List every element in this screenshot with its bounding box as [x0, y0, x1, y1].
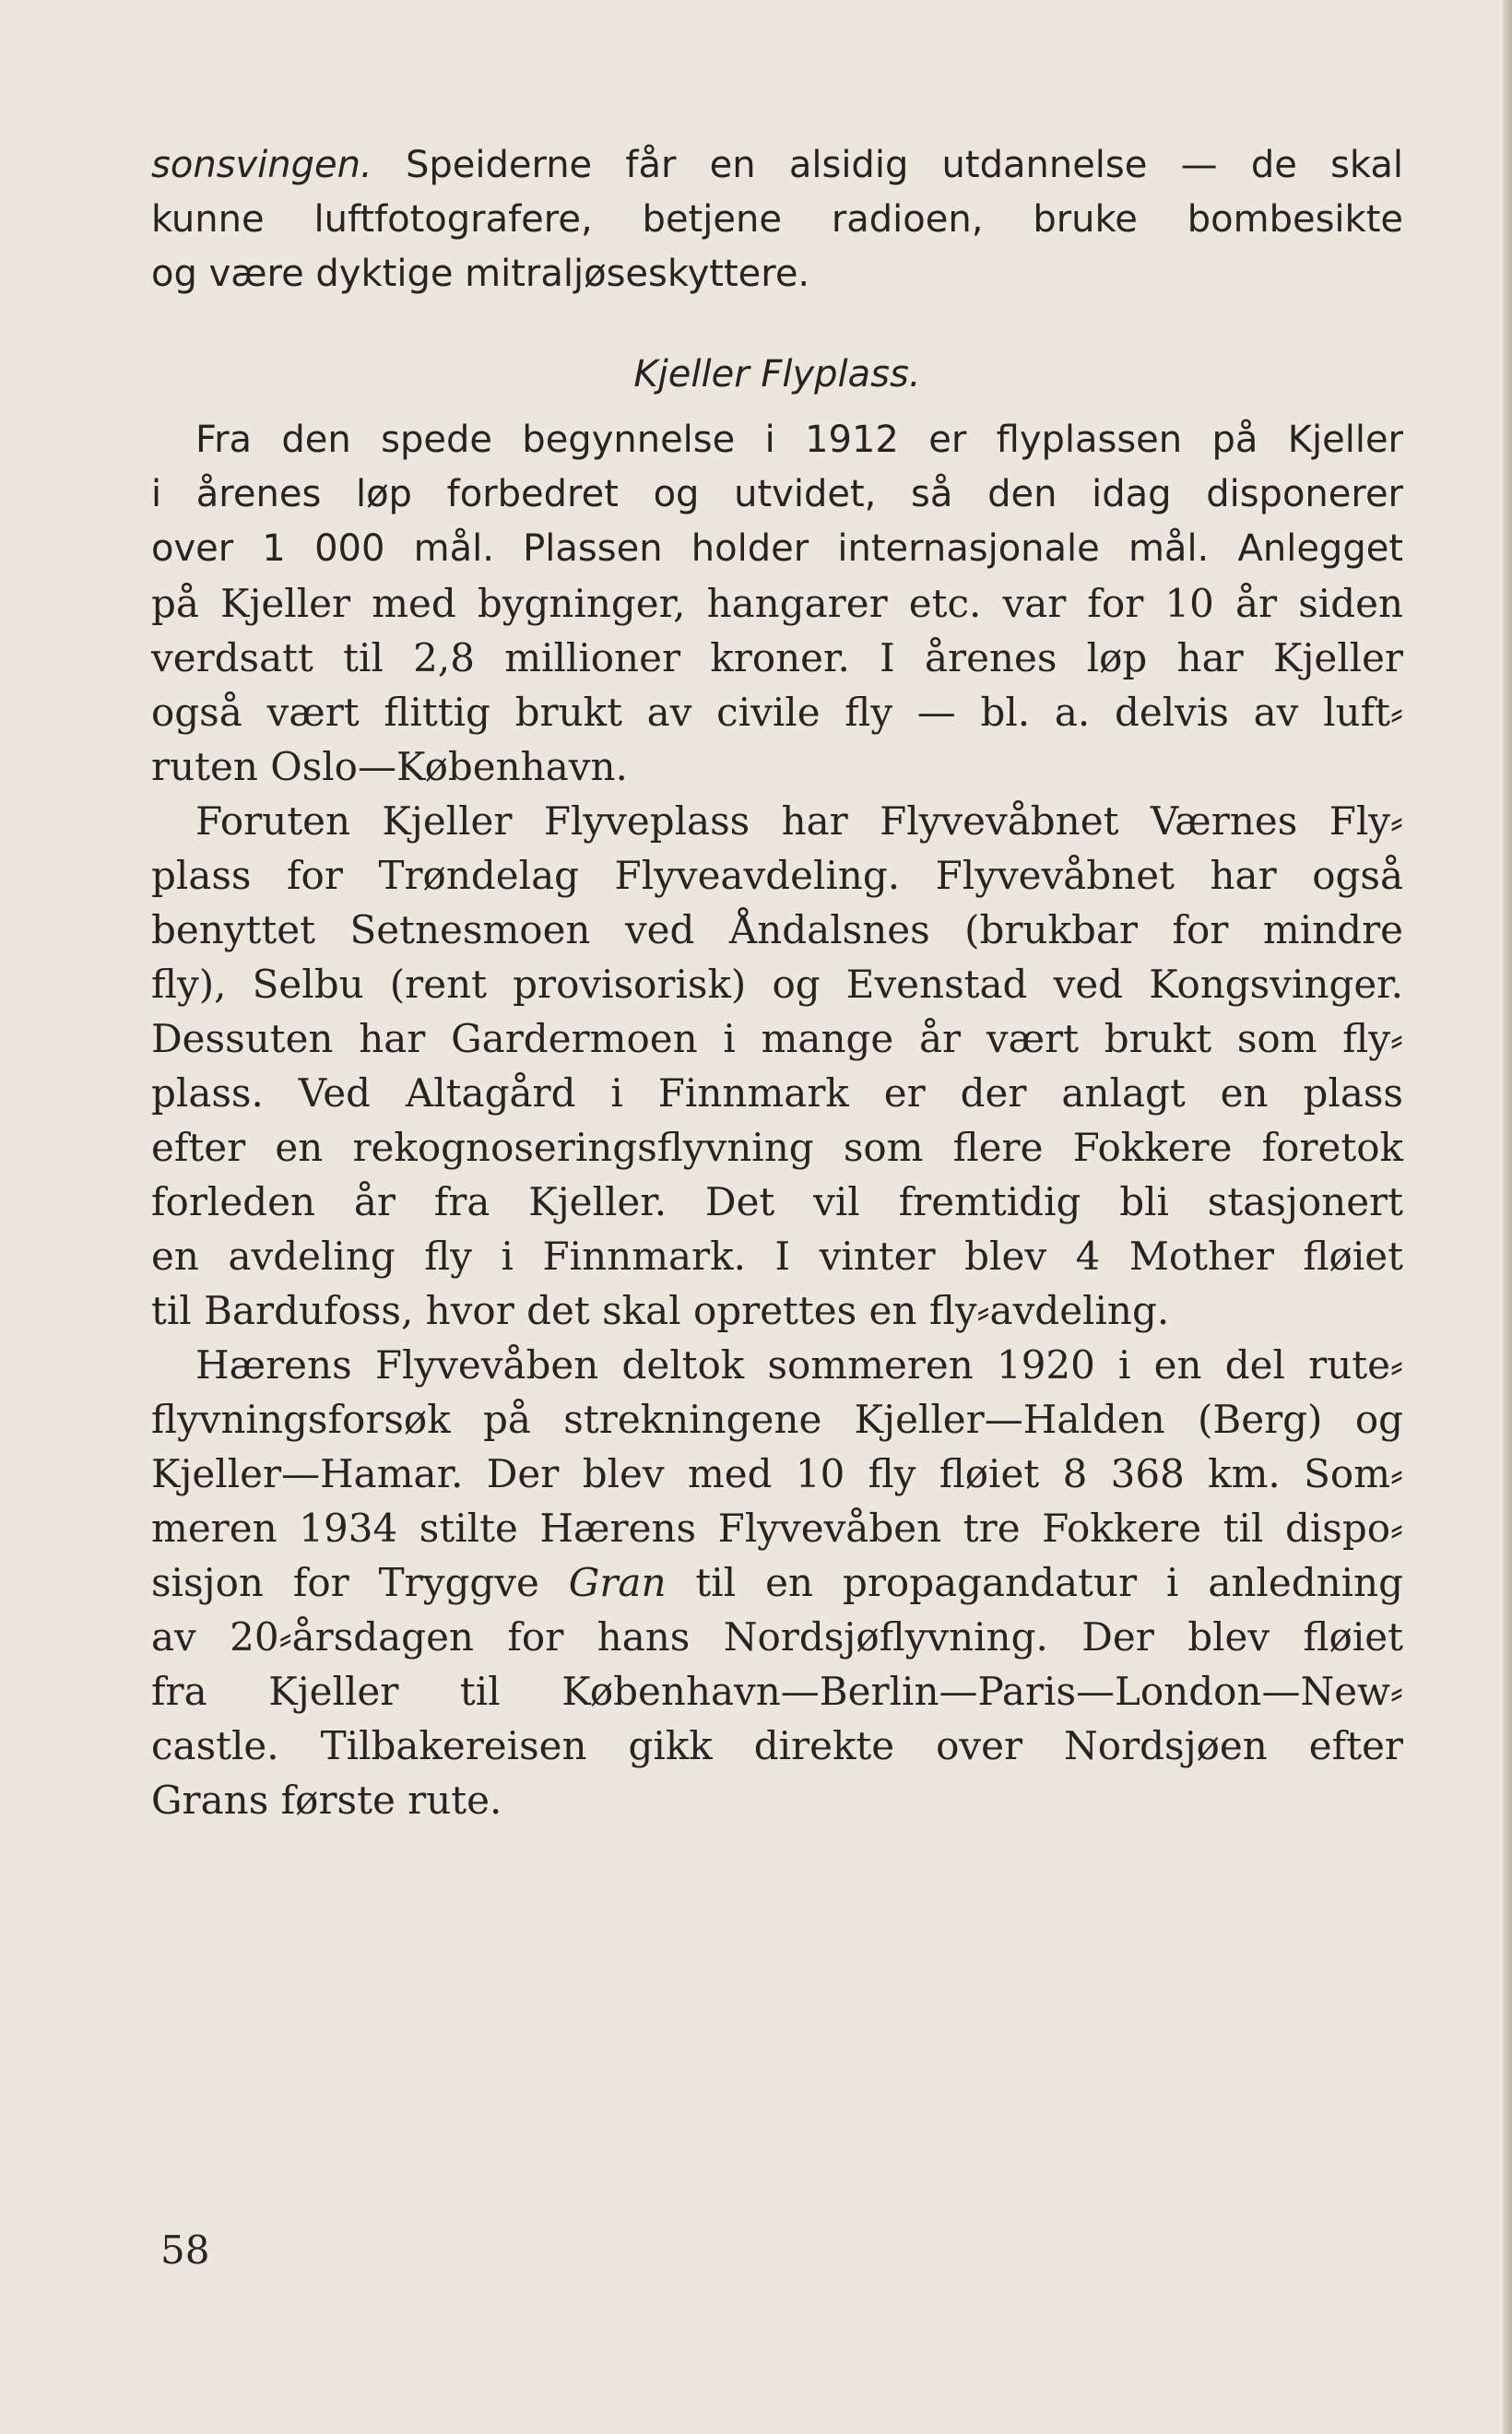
text-line: castle. Tilbakereisen gikk direkte over Nordsjøen efter — [151, 1723, 1403, 1768]
body-text — [151, 136, 1403, 1827]
text-line: flyvningsforsøk på strekningene Kjeller—Halden (Berg) og — [151, 1397, 1403, 1442]
text-line: efter en rekognoseringsflyvning som flere Fokkere foretok — [151, 1125, 1403, 1170]
page-edge-shadow — [1503, 0, 1512, 2434]
text-line — [151, 1555, 1403, 1610]
text-line: av 20⸗årsdagen for hans Nordsjøflyvning. Der blev fløiet — [151, 1614, 1403, 1660]
text-line: over 1 000 mål. Plassen holder internasjonale mål. Anlegget — [151, 527, 1403, 570]
text-line: Grans første rute. — [151, 1778, 502, 1823]
text-line: en avdeling fly i Finnmark. I vinter blev 4 Mother fløiet — [151, 1234, 1403, 1279]
text-fragment: Speiderne får en alsidig utdannelse — de skal — [372, 144, 1403, 186]
text-line: plass. Ved Altagård i Finnmark er der anlagt en plass — [151, 1070, 1403, 1116]
text-line: fly), Selbu (rent provisorisk) og Evenstad ved Kongsvinger. — [151, 962, 1403, 1007]
text-line: benyttet Setnesmoen ved Åndalsnes (brukbar for mindre — [151, 907, 1403, 952]
text-line: Dessuten har Gardermoen i mange år vært brukt som fly⸗ — [151, 1016, 1403, 1061]
text-fragment: sisjon for Tryggve — [151, 1560, 569, 1605]
text-line: Kjeller—Hamar. Der blev med 10 fly fløiet 8 368 km. Som⸗ — [151, 1451, 1403, 1496]
section-heading: Kjeller Flyplass. — [633, 353, 921, 396]
text-line: til Bardufoss, hvor det skal oprettes en fly⸗avdeling. — [151, 1288, 1170, 1333]
text-line: og være dyktige mitraljøseskyttere. — [151, 253, 810, 295]
text-line: Hærens Flyvevåben deltok sommeren 1920 i en del rute⸗ — [195, 1342, 1403, 1388]
page-number: 58 — [160, 2227, 210, 2273]
text-line: også vært flittig brukt av civile fly — bl. a. delvis av luft⸗ — [151, 690, 1403, 735]
text-line: Fra den spede begynnelse i 1912 er flyplassen på Kjeller — [195, 419, 1403, 461]
text-line: fra Kjeller til København—Berlin—Paris—London—New⸗ — [151, 1669, 1403, 1714]
italic-word: Gran — [568, 1560, 667, 1605]
italic-word: sonsvingen. — [151, 144, 372, 186]
text-line: plass for Trøndelag Flyveavdeling. Flyvevåbnet har også — [151, 853, 1403, 898]
text-line: i årenes løp forbedret og utvidet, så den idag disponerer — [151, 473, 1403, 515]
text-line: Foruten Kjeller Flyveplass har Flyvevåbnet Værnes Fly⸗ — [195, 798, 1403, 844]
text-line: på Kjeller med bygninger, hangarer etc. var for 10 år siden — [151, 581, 1403, 626]
text-line: kunne luftfotografere, betjene radioen, bruke bombesikte — [151, 198, 1403, 241]
text-line: meren 1934 stilte Hærens Flyvevåben tre Fokkere til dispo⸗ — [151, 1506, 1403, 1551]
text-line: forleden år fra Kjeller. Det vil fremtidig bli stasjonert — [151, 1179, 1403, 1224]
text-line: verdsatt til 2,8 millioner kroner. I årenes løp har Kjeller — [151, 635, 1403, 680]
text-line — [151, 136, 1403, 193]
text-line: ruten Oslo—København. — [151, 744, 628, 789]
text-fragment: til en propagandatur i anledning — [666, 1560, 1403, 1605]
